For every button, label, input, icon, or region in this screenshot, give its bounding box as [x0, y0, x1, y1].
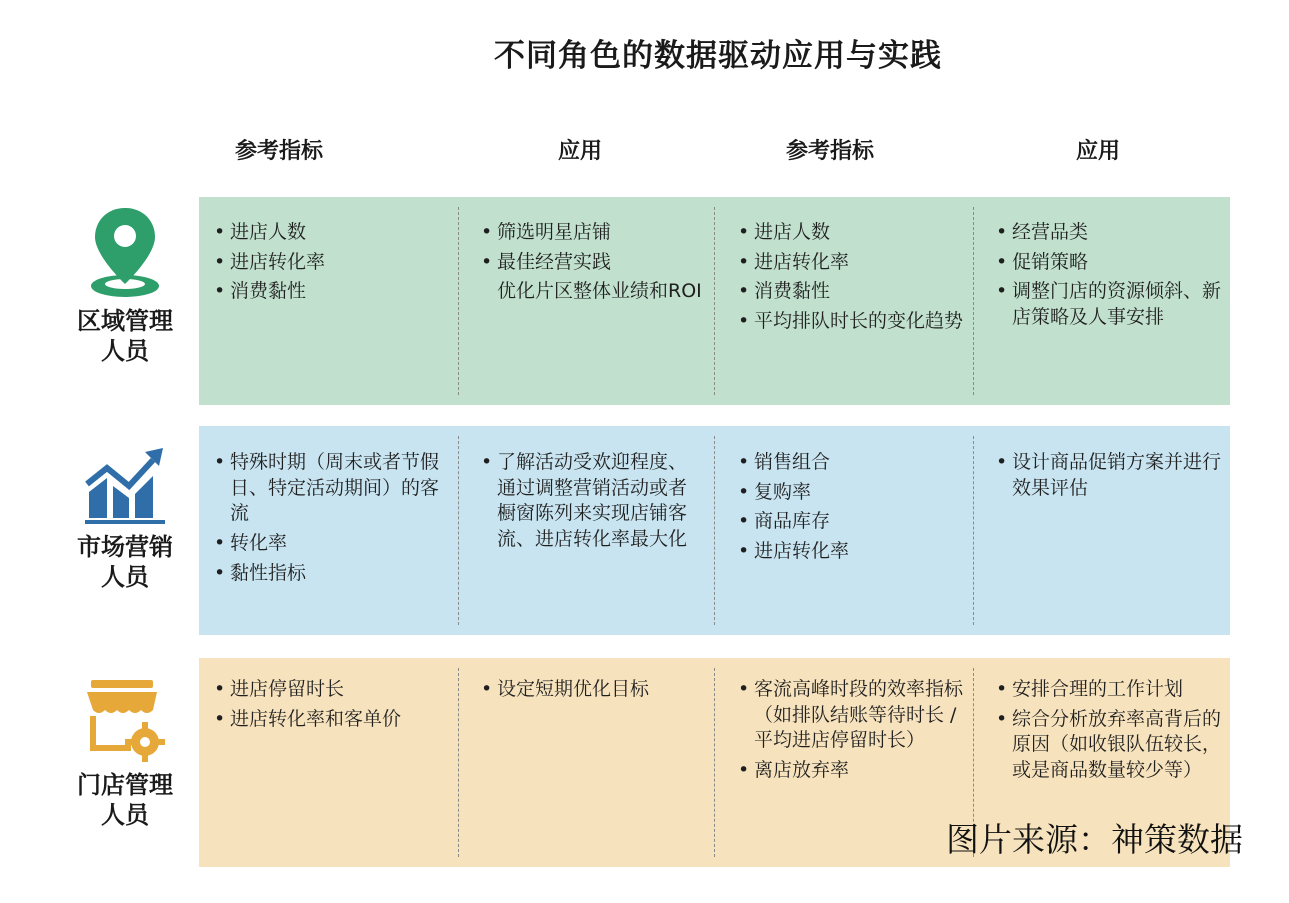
location-pin-icon — [85, 204, 165, 300]
column-header-metrics-1: 参考指标 — [234, 139, 323, 164]
column-divider — [714, 436, 715, 625]
list-item: • 设定短期优化目标 — [481, 677, 703, 703]
list-item: • 综合分析放弃率高背后的原因（如收银队伍较长，或是商品数量较少等） — [996, 707, 1222, 784]
list-item: • 黏性指标 — [214, 561, 452, 587]
cell-regional-application-1 — [481, 220, 707, 309]
growth-chart-icon — [83, 440, 167, 526]
list-item: • 进店转化率 — [738, 539, 968, 565]
list-item: • 进店人数 — [738, 220, 968, 246]
list-item: • 了解活动受欢迎程度、通过调整营销活动或者橱窗陈列来实现店铺客流、进店转化率最大化 — [481, 450, 703, 553]
list-item: • 进店转化率 — [214, 250, 448, 276]
column-header-application-1: 应用 — [557, 139, 602, 164]
cell-store-metrics-2 — [738, 677, 970, 788]
list-item: • 经营品类 — [996, 220, 1222, 246]
cell-regional-metrics-2 — [738, 220, 968, 339]
role-label: 市场营销 人员 — [77, 533, 173, 591]
column-header-application-2: 应用 — [1075, 139, 1120, 164]
cell-marketing-metrics-2 — [738, 450, 968, 569]
list-item: • 调整门店的资源倾斜、新店策略及人事安排 — [996, 279, 1222, 330]
list-item: • 进店转化率和客单价 — [214, 707, 452, 733]
role-regional-manager — [60, 204, 190, 366]
list-item: • 特殊时期（周末或者节假日、特定活动期间）的客流 — [214, 450, 452, 527]
cell-regional-application-2 — [996, 220, 1222, 335]
cell-marketing-application-1 — [481, 450, 703, 557]
column-divider — [458, 207, 459, 395]
image-source-caption: 图片来源：神策数据 — [946, 820, 1243, 859]
list-item: • 安排合理的工作计划 — [996, 677, 1222, 703]
column-divider — [458, 436, 459, 625]
role-marketing — [60, 440, 190, 592]
list-item: • 促销策略 — [996, 250, 1222, 276]
list-item: • 筛选明星店铺 — [481, 220, 707, 246]
column-divider — [714, 668, 715, 857]
column-divider — [458, 668, 459, 857]
cell-marketing-metrics-1 — [214, 450, 452, 590]
column-divider — [973, 436, 974, 625]
list-item: • 商品库存 — [738, 509, 968, 535]
list-item: • 进店转化率 — [738, 250, 968, 276]
list-item: • 平均排队时长的变化趋势 — [738, 309, 968, 335]
store-gear-icon — [83, 676, 167, 764]
list-item: • 最佳经营实践 — [481, 250, 707, 276]
list-item: • 复购率 — [738, 480, 968, 506]
column-divider — [714, 207, 715, 395]
list-item: • 消费黏性 — [738, 279, 968, 305]
list-item: • 进店人数 — [214, 220, 448, 246]
column-header-metrics-2: 参考指标 — [785, 139, 874, 164]
role-store-manager — [60, 676, 190, 830]
list-item: • 消费黏性 — [214, 279, 448, 305]
cell-marketing-application-2 — [996, 450, 1222, 505]
cell-store-application-2 — [996, 677, 1222, 788]
list-item: • 进店停留时长 — [214, 677, 452, 703]
list-item: • 转化率 — [214, 531, 452, 557]
list-item: • 客流高峰时段的效率指标（如排队结账等待时长 / 平均进店停留时长） — [738, 677, 970, 754]
column-divider — [973, 207, 974, 395]
cell-store-metrics-1 — [214, 677, 452, 736]
cell-regional-metrics-1 — [214, 220, 448, 309]
cell-store-application-1 — [481, 677, 703, 707]
list-item: • 设计商品促销方案并进行效果评估 — [996, 450, 1222, 501]
list-item: • 销售组合 — [738, 450, 968, 476]
page-title: 不同角色的数据驱动应用与实践 — [494, 38, 942, 74]
role-label: 门店管理 人员 — [77, 771, 173, 829]
list-item-note: 优化片区整体业绩和ROI — [497, 280, 702, 303]
list-item: • 离店放弃率 — [738, 758, 970, 784]
role-label: 区域管理 人员 — [77, 307, 173, 365]
